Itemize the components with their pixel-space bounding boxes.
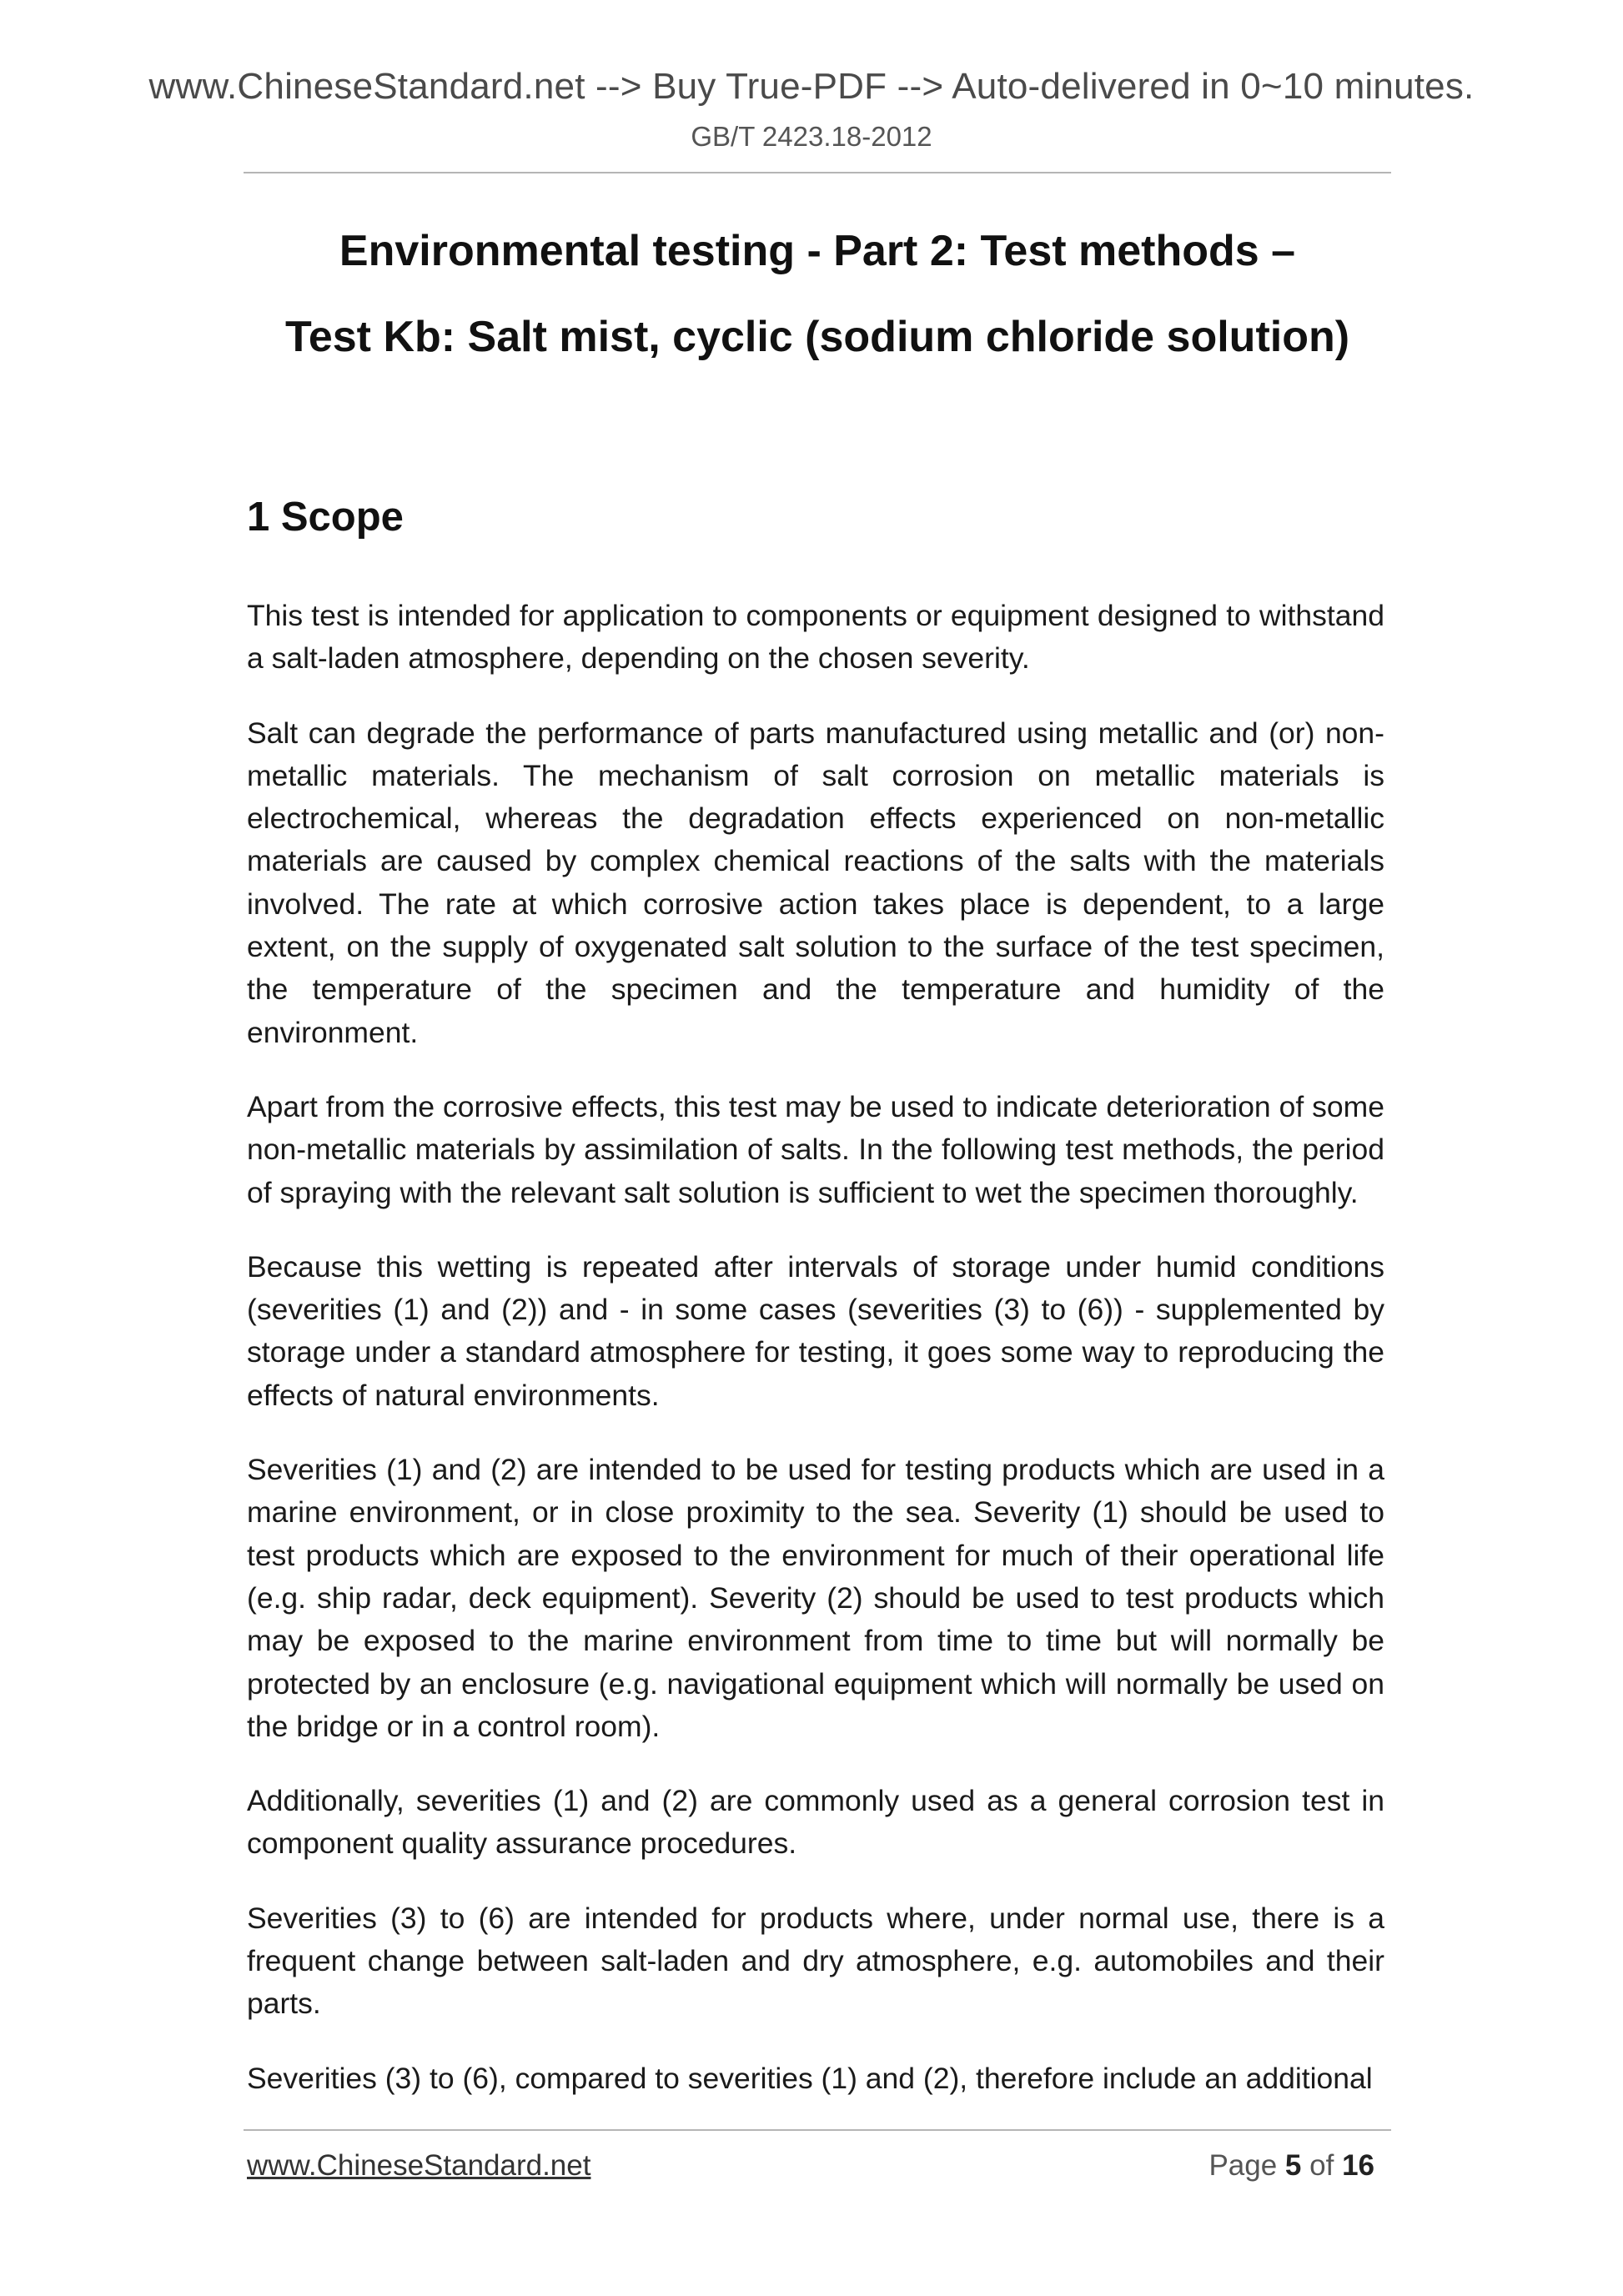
section-heading: 1 Scope [247, 495, 404, 540]
paragraph: Apart from the corrosive effects, this test may be used to indicate deterioration of some non-metallic materials by assimilation of salts. In the following test methods, the period of spraying with the relevant salt solution is sufficient to wet the specimen thoroughly. [247, 1089, 1384, 1209]
paragraph: Additionally, severities (1) and (2) are commonly used as a general corrosion test in component quality assurance procedures. [247, 1784, 1384, 1861]
paragraph: Severities (1) and (2) are intended to be used for testing products which are used in a marine environment, or in close proximity to the sea. Severity (1) should be used to test products which are exposed to the environment for much of their operational life (e.g. ship radar, deck equipment). Severity (2) should be used to test products which may be exposed to the marine environment from time to time but will normally be protected by an enclosure (e.g. navigational equipment which will normally be used on the bridge or in a control room). [247, 1453, 1384, 1743]
page-total: 16 [1342, 2149, 1374, 2182]
footer-website-link[interactable]: www.ChineseStandard.net [247, 2149, 591, 2182]
page-of: of [1309, 2149, 1334, 2182]
section-body [247, 595, 1384, 2132]
footer-divider [244, 2129, 1391, 2131]
page-indicator [1208, 2145, 1374, 2187]
page-number: 5 [1284, 2149, 1302, 2182]
document-title-line1: Environmental testing - Part 2: Test methods – [339, 227, 1296, 275]
paragraph: Severities (3) to (6) are intended for products where, under normal use, there is a frequent change between salt-laden and dry atmosphere, e.g. automobiles and their parts. [247, 1901, 1384, 2021]
paragraph: Because this wetting is repeated after intervals of storage under humid conditions (severities (1) and (2)) and - in some cases (severities (3) to (6)) - supplemented by storage under a standard atmosphere for testing, it goes some way to reproducing the effects of natural environments. [247, 1249, 1384, 1412]
header-banner: www.ChineseStandard.net --> Buy True-PDF --> Auto-delivered in 0~10 minutes. [148, 66, 1475, 107]
header-divider [244, 172, 1391, 173]
document-title-line2: Test Kb: Salt mist, cyclic (sodium chloride solution) [284, 313, 1350, 361]
document-title [244, 208, 1391, 380]
page-footer [247, 2145, 1374, 2187]
page-prefix: Page [1208, 2149, 1278, 2182]
standard-code: GB/T 2423.18-2012 [691, 121, 932, 152]
paragraph: Salt can degrade the performance of parts manufactured using metallic and (or) non-metallic materials. The mechanism of salt corrosion on metallic materials is electrochemical, whereas the degradation effects experienced on non-metallic materials are caused by complex chemical reactions of the salts with the materials involved. The rate at which corrosive action takes place is dependent, to a large extent, on the supply of oxygenated salt solution to the surface of the test specimen, the temperature of the specimen and the temperature and humidity of the environment. [247, 716, 1384, 1049]
page-header [0, 63, 1623, 155]
paragraph: Severities (3) to (6), compared to severities (1) and (2), therefore include an additional [247, 2061, 1373, 2095]
paragraph: This test is intended for application to components or equipment designed to withstand a salt-laden atmosphere, depending on the chosen severity. [247, 599, 1384, 676]
